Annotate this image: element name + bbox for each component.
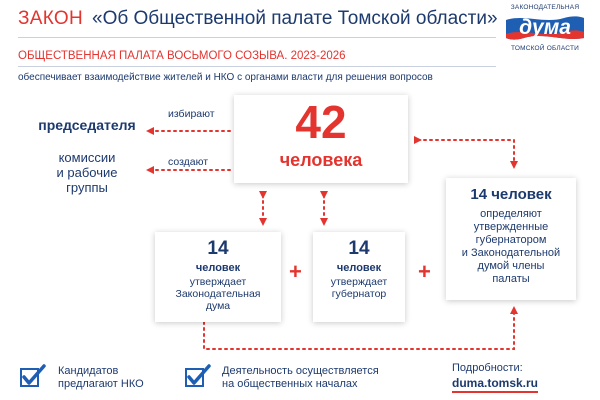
commissions-label: комиссии и рабочие группы xyxy=(56,150,118,195)
plus-sign: + xyxy=(289,259,302,284)
total-members-word: человека xyxy=(279,150,363,170)
duma-quota-text: утверждает Законодательная дума xyxy=(175,276,261,312)
total-members-box xyxy=(234,95,408,183)
logo-bottom-text: ТОМСКОЙ ОБЛАСТИ xyxy=(511,45,579,52)
governor-quota-box xyxy=(313,232,405,322)
chairman-label: председателя xyxy=(38,117,136,133)
members-quota-head: 14 человек xyxy=(470,186,552,203)
chamber-subtitle: ОБЩЕСТВЕННАЯ ПАЛАТА ВОСЬМОГО СОЗЫВА. 2023-2026 xyxy=(18,50,346,62)
members-quota-text: определяют утвержденные губернатором и Законодательной думой члены палаты xyxy=(461,208,561,285)
checkbox-check-icon xyxy=(20,364,46,388)
governor-quota-unit: человек xyxy=(336,262,382,274)
governor-quota-text: утверждает губернатор xyxy=(330,276,388,300)
logo-top-text: ЗАКОНОДАТЕЛЬНАЯ xyxy=(510,4,580,11)
create-label: создают xyxy=(168,156,209,168)
law-title: «Об Общественной палате Томской области» xyxy=(92,8,498,29)
law-word: ЗАКОН xyxy=(18,8,84,29)
plus-sign: + xyxy=(418,259,431,284)
footer-voluntary-note: Деятельность осуществляется на общественных началах xyxy=(222,365,379,390)
duma-quota-number: 14 xyxy=(207,238,229,259)
elect-label: избирают xyxy=(168,108,215,120)
members-quota-box xyxy=(446,178,576,300)
double-arrow-icon xyxy=(418,140,514,165)
chamber-description: обеспечивает взаимодействие жителей и НКО с органами власти для решения вопросов xyxy=(18,72,433,83)
footer-nko-note: Кандидатов предлагают НКО xyxy=(58,365,144,390)
total-members-number: 42 xyxy=(295,96,347,148)
more-info-label: Подробности: xyxy=(452,362,523,374)
duma-website-link[interactable]: duma.tomsk.ru xyxy=(452,376,538,393)
logo-word: дума xyxy=(519,16,571,39)
governor-quota-number: 14 xyxy=(348,238,370,259)
duma-quota-unit: человек xyxy=(195,262,241,274)
checkbox-check-icon xyxy=(185,364,211,388)
duma-quota-box xyxy=(155,232,281,322)
